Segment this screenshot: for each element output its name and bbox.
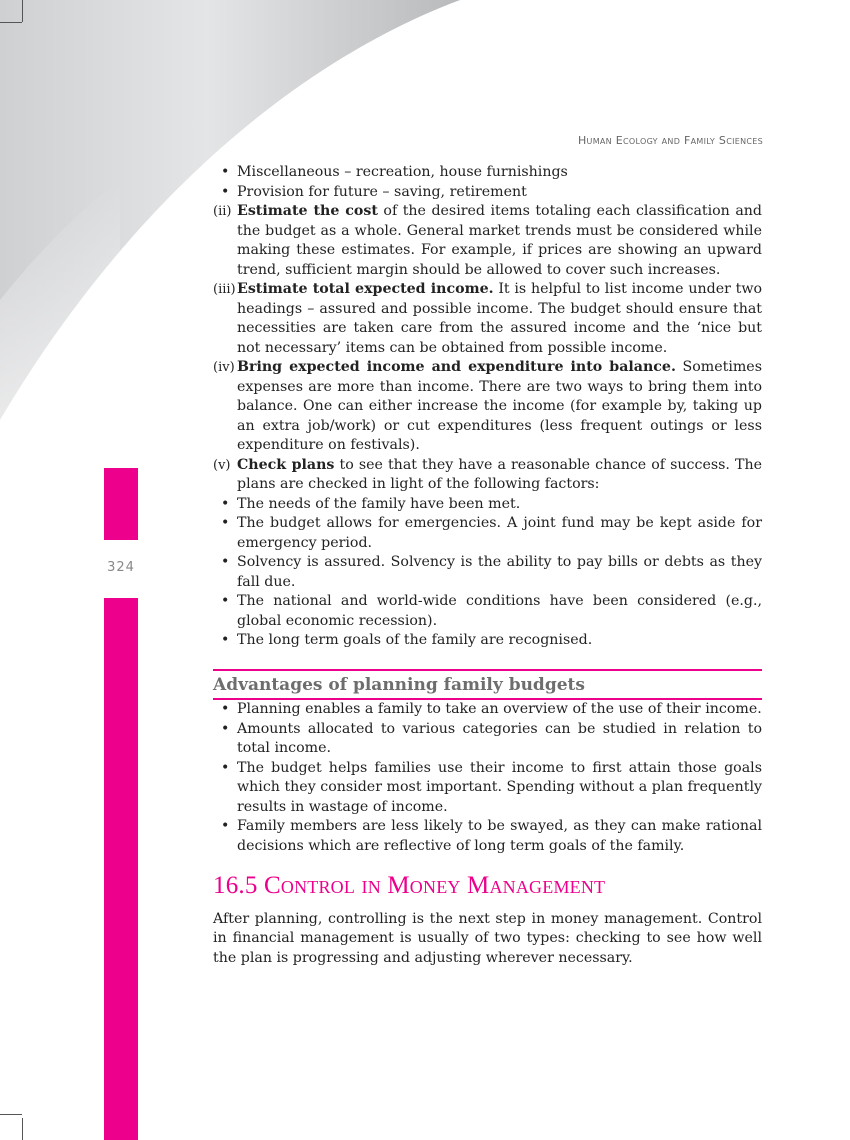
step-text: to see that they have a reasonable chance of success. The plans are checked in light of the following factors: (237, 456, 762, 492)
crop-mark (0, 1114, 22, 1115)
check-factors-list (213, 495, 762, 651)
step-text: Sometimes expenses are more than income. There are two ways to bring them into balance. One can either increase the income (for example by, taking up an extra job/work) or cut expenditures (less frequent outings or less expenditure on festivals). (237, 359, 762, 453)
page-number: 324 (107, 560, 135, 575)
section-paragraph: After planning, controlling is the next step in money management. Control in financial management is usually of two types: checking to see how well the plan is progressing and adjusting wherever necessary. (213, 910, 762, 966)
list-item: • Solvency is assured. Solvency is the ability to pay bills or debts as they fall due. (213, 553, 762, 592)
running-title: Human Ecology and Family Sciences (577, 134, 763, 147)
step-number: (iv) (213, 360, 235, 375)
list-item: • The national and world-wide conditions have been considered (e.g., global economic recession). (213, 592, 762, 631)
list-item: • The budget helps families use their income to first attain those goals which they consider most important. Spending without a plan frequently results in wastage of income. (213, 759, 762, 818)
step-v (213, 456, 762, 495)
step-title: Estimate the cost (237, 203, 378, 219)
step-title: Check plans (237, 456, 335, 473)
crop-mark (22, 1118, 23, 1140)
step-number: (v) (213, 457, 231, 473)
step-number: (ii) (213, 204, 232, 219)
step-text: of the desired items totaling each classification and the budget as a whole. General market trends must be considered while making these estimates. For example, if prices are showing an upward trend, sufficient margin should be allowed to cover such increases. (237, 203, 762, 278)
list-item: • Planning enables a family to take an overview of the use of their income. (213, 700, 762, 720)
step-title: Estimate total expected income. (237, 281, 494, 297)
crop-mark (22, 0, 23, 22)
list-item: • Provision for future – saving, retirement (213, 183, 762, 203)
list-item: • Miscellaneous – recreation, house furnishings (213, 163, 762, 183)
list-item: • The long term goals of the family are recognised. (213, 631, 762, 651)
running-header (430, 134, 763, 147)
list-item: • Family members are less likely to be swayed, as they can make rational decisions which are reflective of long term goals of the family. (213, 817, 762, 856)
step-iv (213, 358, 762, 456)
section-title: 16.5 Control in Money Management (213, 872, 606, 899)
top-bullet-list (213, 163, 762, 202)
list-item: • Amounts allocated to various categories can be studied in relation to total income. (213, 720, 762, 759)
page-content (213, 163, 762, 968)
step-title: Bring expected income and expenditure into balance. (237, 359, 676, 375)
margin-bar-lower (104, 598, 138, 1140)
step-number: (iii) (213, 282, 236, 297)
step-ii (213, 202, 762, 280)
crop-mark (0, 22, 22, 23)
margin-bar-upper (104, 468, 138, 540)
advantages-list (213, 700, 762, 856)
step-text: It is helpful to list income under two headings – assured and possible income. The budget should ensure that necessities are taken care from the assured income and the ‘nice but not necessary’ items can be obtained from possible income. (237, 281, 763, 356)
step-iii (213, 280, 762, 358)
list-item: • The budget allows for emergencies. A joint fund may be kept aside for emergency period. (213, 514, 762, 553)
list-item: • The needs of the family have been met. (213, 495, 762, 515)
advantages-heading: Advantages of planning family budgets (213, 669, 762, 701)
